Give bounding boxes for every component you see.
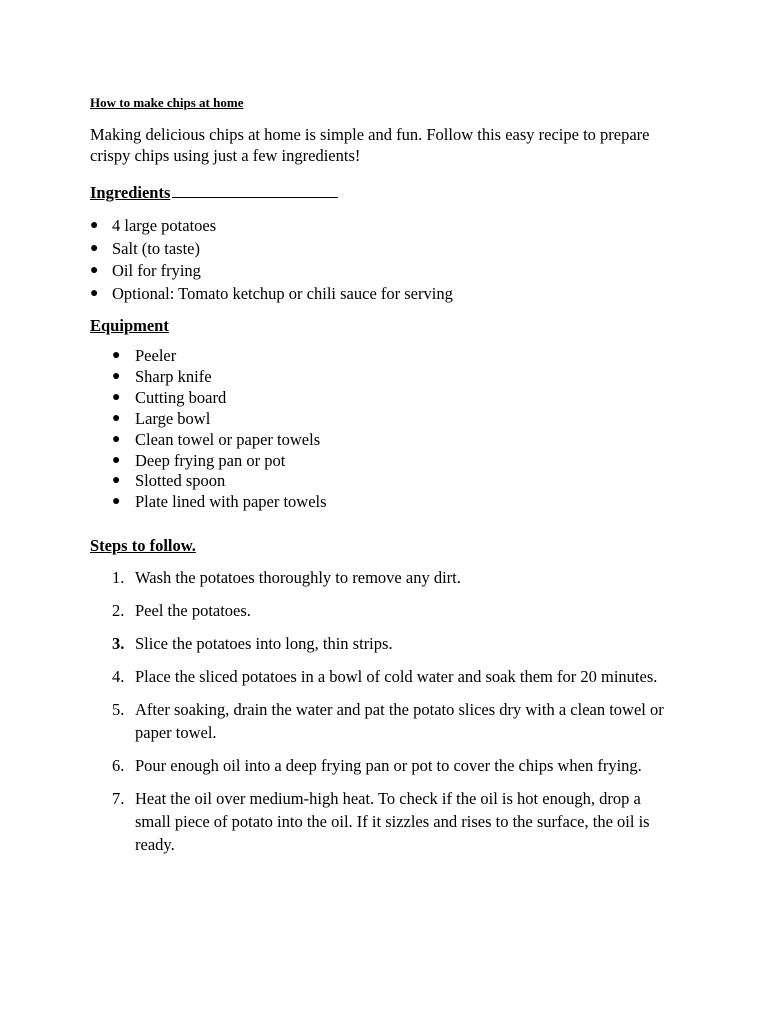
- ingredients-heading-row: [90, 182, 690, 203]
- step-number: 6.: [112, 756, 125, 776]
- bullet-icon: ●: [112, 389, 121, 405]
- list-item: [90, 409, 690, 430]
- list-item: [90, 346, 690, 367]
- list-item-text: Large bowl: [135, 408, 211, 428]
- steps-heading: Steps to follow.: [90, 536, 196, 556]
- heading-underline: [172, 182, 338, 198]
- list-item: [90, 451, 690, 472]
- bullet-icon: ●: [112, 473, 121, 489]
- list-item-text: Clean towel or paper towels: [135, 429, 321, 449]
- step-text: Place the sliced potatoes in a bowl of cold water and soak them for 20 minutes.: [135, 667, 658, 687]
- bullet-icon: ●: [112, 348, 121, 363]
- bullet-icon: ●: [112, 431, 121, 447]
- step-text: Slice the potatoes into long, thin strips.: [135, 634, 393, 654]
- step-text: Pour enough oil into a deep frying pan or pot to cover the chips when frying.: [135, 756, 642, 776]
- list-item-text: Optional: Tomato ketchup or chili sauce for serving: [112, 283, 453, 303]
- bullet-icon: ●: [90, 240, 99, 256]
- list-item-text: Slotted spoon: [135, 471, 226, 491]
- list-item-text: Sharp knife: [135, 366, 212, 386]
- list-item: [90, 283, 690, 306]
- step-item: [90, 754, 680, 777]
- step-item: [90, 599, 680, 622]
- intro-paragraph: Making delicious chips at home is simple and fun. Follow this easy recipe to prepare crispy chips using just a few ingredients!: [90, 125, 650, 165]
- ingredients-heading: Ingredients: [90, 183, 171, 202]
- list-item: [90, 388, 690, 409]
- step-item: [90, 698, 680, 744]
- list-item-text: Cutting board: [135, 387, 227, 407]
- step-number: 2.: [112, 601, 125, 621]
- step-item: [90, 632, 680, 655]
- steps-list: [90, 566, 690, 856]
- list-item: [90, 471, 690, 492]
- step-item: [90, 566, 680, 589]
- document-title: How to make chips at home: [90, 95, 244, 110]
- list-item: [90, 430, 690, 451]
- equipment-heading: Equipment: [90, 316, 169, 335]
- step-number: 7.: [112, 789, 125, 809]
- list-item-text: Plate lined with paper towels: [135, 492, 327, 512]
- ingredients-list: [90, 215, 690, 305]
- step-number: 5.: [112, 700, 125, 720]
- equipment-list: [90, 346, 690, 513]
- step-text: Peel the potatoes.: [135, 601, 251, 621]
- step-item: [90, 787, 680, 856]
- bullet-icon: ●: [112, 494, 121, 510]
- list-item-text: Deep frying pan or pot: [135, 450, 286, 470]
- bullet-icon: ●: [112, 410, 121, 426]
- step-text: Wash the potatoes thoroughly to remove any dirt.: [135, 568, 461, 588]
- bullet-icon: ●: [90, 263, 99, 278]
- step-text: Heat the oil over medium-high heat. To check if the oil is hot enough, drop a small piece of potato into the oil. If it sizzles and rises to the surface, the oil is ready.: [135, 789, 650, 855]
- bullet-icon: ●: [90, 218, 99, 233]
- document-page: [90, 94, 690, 866]
- bullet-icon: ●: [112, 368, 121, 384]
- list-item-text: Peeler: [135, 346, 177, 365]
- step-number: 3.: [112, 634, 125, 654]
- list-item: [90, 238, 690, 261]
- list-item-text: Salt (to taste): [112, 238, 200, 258]
- list-item: [90, 367, 690, 388]
- list-item: [90, 215, 690, 238]
- step-item: [90, 665, 680, 688]
- bullet-icon: ●: [90, 285, 99, 301]
- list-item-text: Oil for frying: [112, 261, 201, 280]
- steps-heading-row: [90, 535, 690, 556]
- equipment-heading-row: [90, 315, 690, 336]
- bullet-icon: ●: [112, 452, 121, 468]
- step-number: 4.: [112, 667, 125, 687]
- list-item: [90, 492, 690, 513]
- list-item-text: 4 large potatoes: [112, 216, 217, 235]
- list-item: [90, 260, 690, 283]
- step-text: After soaking, drain the water and pat the potato slices dry with a clean towel or paper towel.: [135, 700, 664, 743]
- step-number: 1.: [112, 568, 125, 588]
